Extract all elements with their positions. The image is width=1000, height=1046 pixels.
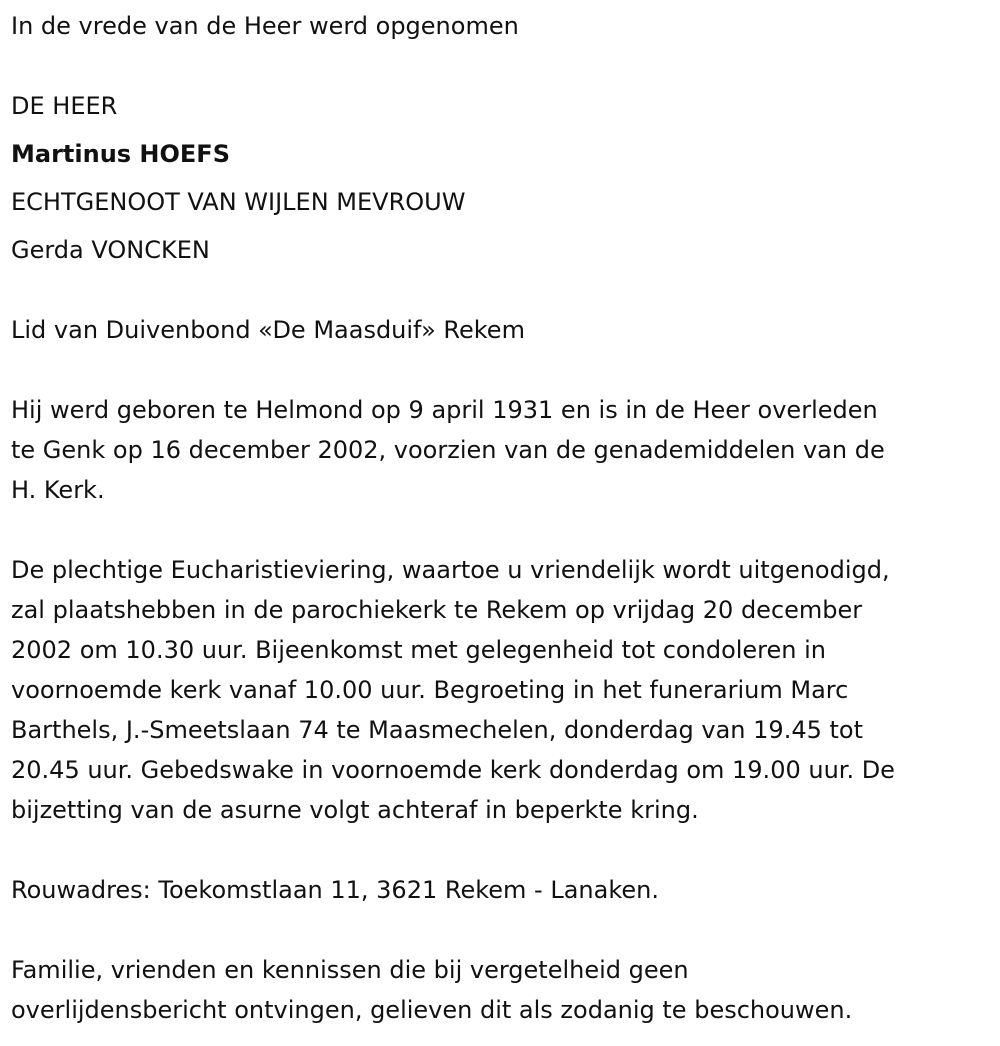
ceremony-line: 2002 om 10.30 uur. Bijeenkomst met gelegenheid tot condoleren in [11,636,827,664]
spouse-name: Gerda VONCKEN [11,236,210,264]
ceremony-line: zal plaatshebben in de parochiekerk te Rekem op vrijdag 20 december [11,596,863,624]
deceased-name: Martinus HOEFS [11,140,230,168]
ceremony-line: Barthels, J.-Smeetslaan 74 te Maasmechelen, donderdag van 19.45 tot [11,716,863,744]
intro-line: In de vrede van de Heer werd opgenomen [11,12,519,40]
closing-line: Familie, vrienden en kennissen die bij vergetelheid geen [11,956,689,984]
birth-death-line: te Genk op 16 december 2002, voorzien van de genademiddelen van de [11,436,885,464]
birth-death-line: Hij werd geboren te Helmond op 9 april 1931 en is in de Heer overleden [11,396,878,424]
ceremony-line: voornoemde kerk vanaf 10.00 uur. Begroeting in het funerarium Marc [11,676,849,704]
ceremony-line: 20.45 uur. Gebedswake in voornoemde kerk donderdag om 19.00 uur. De [11,756,895,784]
spouse-label: ECHTGENOOT VAN WIJLEN MEVROUW [11,188,466,216]
ceremony-line: De plechtige Eucharistieviering, waartoe u vriendelijk wordt uitgenodigd, [11,556,890,584]
ceremony-line: bijzetting van de asurne volgt achteraf in beperkte kring. [11,796,699,824]
membership-line: Lid van Duivenbond «De Maasduif» Rekem [11,316,525,344]
honorific: DE HEER [11,92,118,120]
birth-death-line: H. Kerk. [11,476,105,504]
closing-line: overlijdensbericht ontvingen, gelieven dit als zodanig te beschouwen. [11,996,853,1024]
address-line: Rouwadres: Toekomstlaan 11, 3621 Rekem - Lanaken. [11,876,659,904]
